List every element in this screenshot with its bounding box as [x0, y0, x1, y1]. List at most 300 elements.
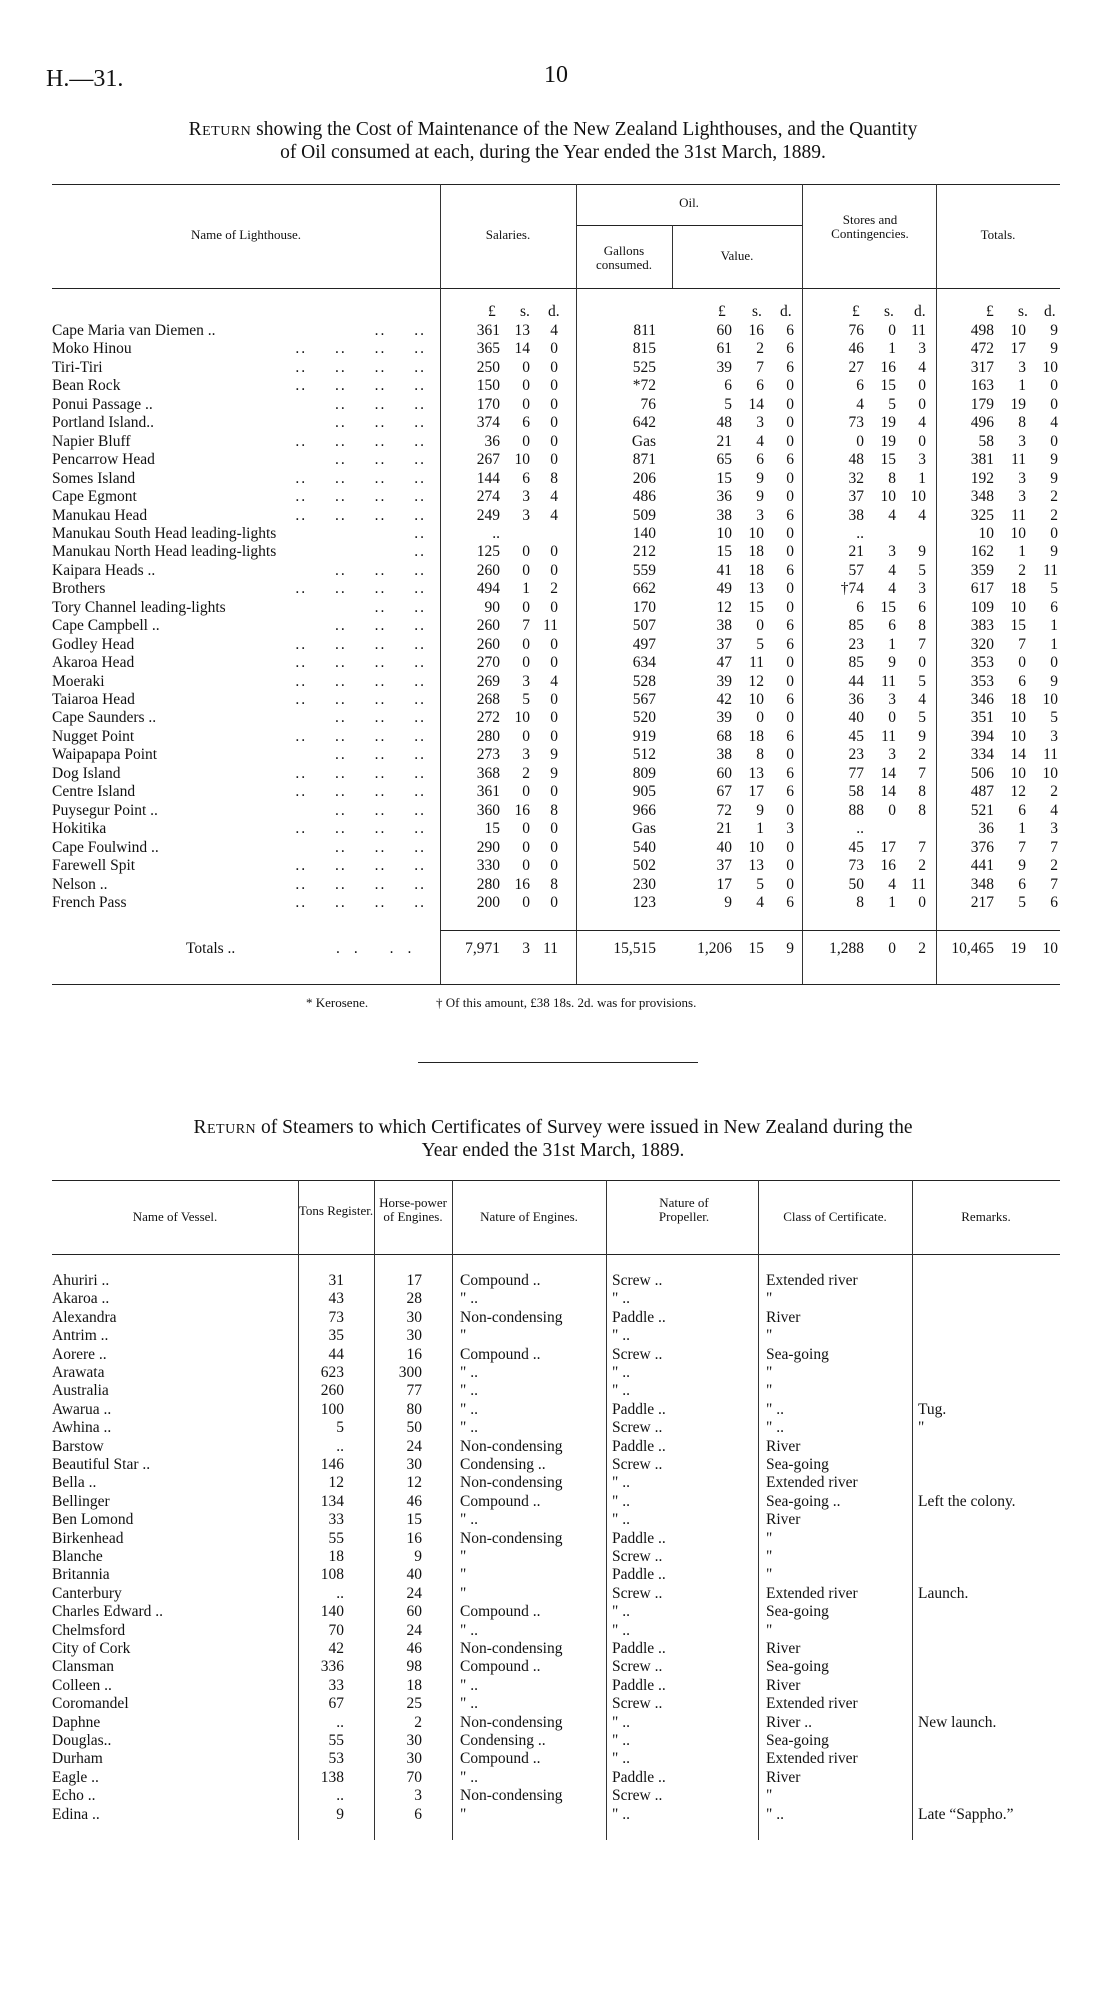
lighthouse-sto-pence: 5	[918, 709, 926, 727]
lighthouse-tot-pounds: 317	[970, 358, 994, 376]
steamer-class: "	[766, 1548, 773, 1565]
lighthouse-sto-pence: 3	[918, 580, 926, 598]
lighthouse-dots: .. .. .. ..	[295, 893, 426, 911]
steamers-title	[46, 1116, 1060, 1162]
steamer-row	[0, 1585, 1114, 1603]
lighthouse-sto-pence: 0	[918, 893, 926, 911]
unit-sto-pound: £	[852, 303, 860, 320]
lighthouse-tot-shillings: 10	[1010, 709, 1026, 727]
lighthouse-name: Taiaroa Head	[52, 691, 135, 708]
lighthouse-sal-pence: 8	[550, 801, 558, 819]
lighthouse-sal-shillings: 0	[522, 561, 530, 579]
lighthouse-sal-shillings: 5	[522, 691, 530, 708]
steamer-propeller: " ..	[612, 1327, 630, 1345]
lighthouse-sal-shillings: 10	[514, 709, 530, 727]
lighthouse-sto-pence: 4	[918, 358, 926, 376]
lighthouse-val-shillings: 5	[756, 635, 764, 653]
lighthouse-tot-pence: 9	[1050, 672, 1058, 690]
lighthouse-tot-pounds: 348	[970, 875, 994, 893]
lighthouse-sal-pence: 8	[550, 875, 558, 893]
lighthouse-sto-shillings: 19	[880, 432, 896, 450]
steamer-tons: 44	[328, 1345, 344, 1363]
lighthouse-val-pounds: 48	[716, 414, 732, 432]
steamer-tons: 336	[320, 1658, 344, 1676]
lighthouse-gallons: 528	[632, 672, 656, 690]
lighthouse-val-pence: 0	[786, 746, 794, 764]
lighthouse-dots: .. ..	[374, 598, 426, 616]
steamer-hp: 3	[414, 1787, 422, 1805]
lighthouse-row	[0, 396, 1114, 415]
steamer-engines: " ..	[460, 1382, 478, 1400]
lighthouse-row	[0, 451, 1114, 470]
page-series: H.—31.	[46, 66, 124, 92]
lighthouse-tot-shillings: 6	[1018, 875, 1026, 893]
lighthouse-gallons: 206	[632, 469, 656, 487]
lighthouse-gallons: 509	[632, 506, 656, 524]
steamer-class: Sea-going ..	[766, 1492, 841, 1510]
steamer-tons: ..	[336, 1437, 344, 1455]
lighthouse-val-shillings: 6	[756, 377, 764, 395]
lighthouse-sto-pounds: 58	[848, 783, 864, 801]
lighthouse-dots: .. .. .. ..	[295, 691, 426, 708]
footnote-provisions: † Of this amount, £38 18s. 2d. was for provisions.	[436, 995, 697, 1010]
lighthouse-sal-pence: 0	[550, 340, 558, 358]
steamer-engines: " ..	[460, 1511, 478, 1529]
lighthouse-row	[0, 857, 1114, 876]
lighthouse-sto-shillings: 11	[881, 727, 896, 745]
lighthouse-gallons: 567	[632, 691, 656, 708]
lighthouse-dots: .. .. .. ..	[295, 358, 426, 376]
lighthouse-dots: .. .. .. ..	[295, 488, 426, 506]
lighthouse-dots: .. .. .. ..	[295, 764, 426, 782]
lighthouse-val-pounds: 39	[716, 709, 732, 727]
lighthouse-sal-pounds: 36	[484, 432, 500, 450]
lighthouse-tot-pounds: 496	[970, 414, 994, 432]
lighthouse-val-pounds: 40	[716, 838, 732, 856]
lighthouse-gallons: 966	[632, 801, 656, 819]
lighthouse-row	[0, 377, 1114, 396]
lighthouse-tot-shillings: 3	[1018, 358, 1026, 376]
lighthouse-row	[0, 488, 1114, 507]
lighthouse-tot-pounds: 487	[970, 783, 994, 801]
lighthouse-sal-pounds: 273	[476, 746, 500, 764]
steamer-row	[0, 1419, 1114, 1437]
lighthouse-val-shillings: 18	[748, 561, 764, 579]
totals-sal-l: 7,971	[465, 940, 500, 957]
lighthouse-sal-pence: 0	[550, 820, 558, 838]
lighthouse-sto-shillings: 6	[888, 617, 896, 635]
lighthouse-val-pounds: 38	[716, 746, 732, 764]
lighthouse-tot-pence: 11	[1043, 746, 1058, 764]
lighthouse-sto-shillings: 17	[880, 838, 896, 856]
steamer-row	[0, 1346, 1114, 1364]
lighthouse-sal-pounds: 280	[476, 727, 500, 745]
lighthouse-val-pence: 0	[786, 432, 794, 450]
totals-sal-d: 11	[543, 940, 558, 957]
lighthouse-tot-pence: 3	[1050, 727, 1058, 745]
lighthouse-sal-pounds: 260	[476, 635, 500, 653]
lighthouse-sto-pounds: 4	[856, 395, 864, 413]
steamer-class: River ..	[766, 1713, 813, 1731]
lighthouse-dots: .. .. ..	[335, 838, 426, 856]
totals-label: Totals ..	[186, 940, 236, 957]
steamer-engines: "	[460, 1805, 467, 1823]
steamer-tons: 100	[320, 1400, 344, 1418]
steamer-name: Edina ..	[52, 1805, 100, 1823]
steamer-row	[0, 1566, 1114, 1584]
lighthouse-val-pounds: 49	[716, 580, 732, 598]
lighthouse-sal-pounds: 267	[476, 451, 500, 469]
lighthouse-sto-shillings: 16	[880, 358, 896, 376]
lighthouse-val-pounds: 6	[724, 377, 732, 395]
lighthouse-sto-pounds: 50	[848, 875, 864, 893]
lighthouse-tot-pence: 1	[1050, 635, 1058, 653]
unit-tot-pound: £	[986, 303, 994, 320]
steamer-class: "	[766, 1529, 773, 1547]
lighthouse-val-pounds: 47	[716, 654, 732, 672]
lighthouse-sto-pounds: 57	[848, 561, 864, 579]
steamer-engines: Compound ..	[460, 1658, 541, 1676]
steamer-name: Britannia	[52, 1566, 110, 1584]
lighthouse-gallons: 662	[632, 580, 656, 598]
lighthouse-tot-pence: 7	[1050, 838, 1058, 856]
lighthouse-val-shillings: 12	[748, 672, 764, 690]
lighthouse-val-pence: 0	[786, 598, 794, 616]
steamer-name: Ahuriri ..	[52, 1272, 110, 1289]
steamer-remarks: Launch.	[918, 1584, 969, 1602]
steamer-tons: 43	[328, 1290, 344, 1308]
steamer-class: "	[766, 1566, 773, 1584]
lighthouse-val-pounds: 10	[716, 524, 732, 542]
lighthouse-sal-pence: 0	[550, 451, 558, 469]
lighthouse-tot-shillings: 7	[1018, 635, 1026, 653]
steamer-row	[0, 1456, 1114, 1474]
steamer-hp: 2	[414, 1713, 422, 1731]
lighthouse-row	[0, 617, 1114, 636]
lighthouse-sto-pence: 11	[911, 875, 926, 893]
steamer-hp: 6	[414, 1805, 422, 1823]
lighthouse-name: Pencarrow Head	[52, 451, 155, 469]
lighthouse-val-pence: 6	[786, 727, 794, 745]
lighthouse-sal-shillings: 0	[522, 783, 530, 801]
lighthouse-name: Centre Island	[52, 783, 136, 801]
lighthouse-row	[0, 894, 1114, 913]
lighthouse-sal-pounds: 365	[476, 340, 500, 358]
lighthouse-sto-shillings: 8	[888, 469, 896, 487]
title-lead: Return	[188, 119, 252, 140]
lh-header-stores: Stores and Contingencies.	[831, 212, 909, 241]
lighthouse-val-pence: 6	[786, 561, 794, 579]
lighthouse-sal-pence: 0	[550, 691, 558, 708]
lighthouse-sto-pounds: †74	[840, 580, 864, 598]
steamer-name: Durham	[52, 1750, 103, 1768]
steamer-hp: 77	[406, 1382, 422, 1400]
steamer-class: River	[766, 1308, 801, 1326]
lighthouse-row	[0, 340, 1114, 359]
page-number: 10	[544, 62, 568, 88]
steamer-class: River	[766, 1640, 801, 1657]
section-divider	[418, 1062, 698, 1063]
lighthouse-val-pence: 6	[786, 893, 794, 911]
lighthouse-tot-pounds: 351	[970, 709, 994, 727]
lighthouse-val-shillings: 13	[748, 857, 764, 875]
lh-totals-rule	[440, 930, 1060, 931]
steamer-hp: 50	[406, 1419, 422, 1437]
steamer-tons: ..	[336, 1787, 344, 1805]
steamer-class: River	[766, 1511, 801, 1529]
lighthouse-tot-pence: 2	[1050, 857, 1058, 875]
lighthouse-tot-shillings: 11	[1011, 506, 1026, 524]
lighthouse-tot-pounds: 109	[970, 598, 994, 616]
lighthouse-sal-pence: 0	[550, 432, 558, 450]
lighthouse-name: Bean Rock	[52, 377, 121, 395]
lighthouse-tot-shillings: 6	[1018, 801, 1026, 819]
lighthouse-sal-shillings: 0	[522, 377, 530, 395]
lighthouse-val-pence: 0	[786, 801, 794, 819]
steamer-engines: " ..	[460, 1621, 478, 1639]
unit-sto-d: d.	[914, 303, 926, 320]
lighthouse-sal-pence: 4	[550, 672, 558, 690]
lighthouse-sal-pounds: 368	[476, 764, 500, 782]
lighthouse-sal-pence: 0	[550, 654, 558, 672]
lighthouse-val-pounds: 39	[716, 672, 732, 690]
st-header-name: Name of Vessel.	[132, 1209, 218, 1224]
lighthouse-val-pence: 0	[786, 857, 794, 875]
lighthouse-sto-pounds: 0	[856, 432, 864, 450]
steamer-name: Chelmsford	[52, 1621, 126, 1639]
lighthouse-tot-pounds: 394	[970, 727, 994, 745]
steamer-remarks: Tug.	[918, 1400, 947, 1418]
lighthouse-gallons: 507	[632, 617, 656, 635]
lighthouse-sal-pounds: 15	[484, 820, 500, 838]
steamer-class: " ..	[766, 1805, 784, 1823]
lighthouse-sto-pounds: 40	[848, 709, 864, 727]
lighthouse-val-shillings: 16	[748, 322, 764, 339]
lighthouse-tot-shillings: 10	[1010, 524, 1026, 542]
steamer-class: Sea-going	[766, 1345, 829, 1363]
steamer-hp: 12	[406, 1474, 422, 1492]
lighthouse-tot-shillings: 1	[1018, 820, 1026, 838]
steamer-row	[0, 1677, 1114, 1695]
lighthouse-tot-pounds: 353	[970, 654, 994, 672]
steamer-row	[0, 1548, 1114, 1566]
lighthouse-tot-shillings: 1	[1018, 543, 1026, 561]
steamer-hp: 30	[406, 1327, 422, 1345]
lighthouse-gallons: *72	[632, 377, 656, 395]
steamer-name: Ben Lomond	[52, 1511, 134, 1529]
lighthouse-sto-pounds: 73	[848, 414, 864, 432]
lighthouse-sto-shillings: 19	[880, 414, 896, 432]
steamer-row	[0, 1806, 1114, 1824]
lighthouse-sal-pence: 0	[550, 635, 558, 653]
steamer-class: Sea-going	[766, 1658, 829, 1676]
lighthouse-gallons: 919	[632, 727, 656, 745]
lighthouse-gallons: 540	[632, 838, 656, 856]
steamer-hp: 28	[406, 1290, 422, 1308]
lighthouse-sto-pounds: 88	[848, 801, 864, 819]
lighthouse-sal-pounds: 144	[476, 469, 500, 487]
lighthouse-val-shillings: 3	[756, 506, 764, 524]
lighthouse-val-shillings: 2	[756, 340, 764, 358]
lighthouse-val-pence: 0	[786, 875, 794, 893]
lighthouse-val-pounds: 5	[724, 395, 732, 413]
st-header-tons: Tons Register.	[298, 1203, 374, 1218]
lighthouse-sal-pounds: 90	[484, 598, 500, 616]
steamer-row	[0, 1732, 1114, 1750]
lighthouse-val-pounds: 72	[716, 801, 732, 819]
steamer-hp: 30	[406, 1308, 422, 1326]
lighthouse-name: Cape Saunders ..	[52, 709, 157, 727]
lighthouse-row	[0, 525, 1114, 544]
steamer-hp: 9	[414, 1548, 422, 1565]
lighthouse-sal-pence: 4	[550, 488, 558, 506]
totals-sto-l: 1,288	[829, 940, 864, 957]
lighthouse-sto-pounds: 48	[848, 451, 864, 469]
lighthouse-dots: .. .. .. ..	[295, 727, 426, 745]
lighthouse-row	[0, 654, 1114, 673]
lighthouse-sto-pounds: 46	[848, 340, 864, 358]
steamer-hp: 98	[406, 1658, 422, 1676]
lighthouse-tot-shillings: 10	[1010, 727, 1026, 745]
steamer-class: "	[766, 1327, 773, 1345]
lighthouse-sto-pence: 3	[918, 340, 926, 358]
steamer-row	[0, 1382, 1114, 1400]
lighthouse-dots: .. .. .. ..	[295, 340, 426, 358]
lighthouse-sto-pence: 7	[918, 635, 926, 653]
lighthouse-dots: .. .. ..	[335, 561, 426, 579]
lighthouse-sal-pence: 0	[550, 893, 558, 911]
lighthouse-tot-shillings: 14	[1010, 746, 1026, 764]
lh-header-gallons: Gallons consumed.	[596, 243, 652, 272]
lighthouse-tot-shillings: 7	[1018, 838, 1026, 856]
steamer-tons: 35	[328, 1327, 344, 1345]
lighthouse-sto-pounds: 23	[848, 635, 864, 653]
steamer-engines: Non-condensing	[460, 1308, 563, 1326]
lighthouse-val-pounds: 38	[716, 617, 732, 635]
lighthouse-sal-pence: 2	[550, 580, 558, 598]
steamer-row	[0, 1714, 1114, 1732]
lighthouse-sal-pounds: 200	[476, 893, 500, 911]
lighthouse-sal-pounds: 360	[476, 801, 500, 819]
steamer-hp: 30	[406, 1456, 422, 1473]
lh-unit-row	[0, 303, 1114, 322]
lighthouse-name: Akaroa Head	[52, 654, 135, 672]
steamer-name: Australia	[52, 1382, 109, 1400]
lighthouse-val-shillings: 8	[756, 746, 764, 764]
lighthouse-name: Somes Island	[52, 469, 136, 487]
lighthouse-tot-shillings: 15	[1010, 617, 1026, 635]
lighthouse-tot-pence: 10	[1042, 764, 1058, 782]
lighthouse-name: Moeraki	[52, 672, 105, 690]
lighthouse-sal-shillings: 0	[522, 635, 530, 653]
lighthouse-sal-pence: 0	[550, 857, 558, 875]
lighthouse-sal-pounds: 125	[476, 543, 500, 561]
lighthouse-tot-shillings: 10	[1010, 322, 1026, 339]
steamer-name: Daphne	[52, 1713, 101, 1731]
totals-tot-d: 10	[1042, 940, 1058, 957]
steamer-hp: 46	[406, 1492, 422, 1510]
lighthouse-tot-pounds: 353	[970, 672, 994, 690]
steamer-hp: 30	[406, 1750, 422, 1768]
lighthouse-tot-pence: 9	[1050, 451, 1058, 469]
lighthouse-val-pounds: 9	[724, 893, 732, 911]
lighthouse-tot-pence: 0	[1050, 432, 1058, 450]
steamer-tons: 33	[328, 1511, 344, 1529]
lighthouse-gallons: 140	[632, 524, 656, 542]
steamer-name: Blanche	[52, 1548, 103, 1565]
steamer-name: Canterbury	[52, 1584, 122, 1602]
unit-sto-s: s.	[884, 303, 894, 320]
lh-oil-rule	[576, 225, 802, 226]
steamer-hp: 25	[406, 1695, 422, 1713]
lighthouse-tot-pence: 10	[1042, 691, 1058, 708]
steamer-propeller: " ..	[612, 1474, 630, 1492]
lighthouse-sto-pence: 8	[918, 783, 926, 801]
steamer-row	[0, 1787, 1114, 1805]
lighthouse-val-shillings: 10	[748, 524, 764, 542]
lighthouse-sal-shillings: 6	[522, 414, 530, 432]
lighthouse-val-pence: 6	[786, 635, 794, 653]
lighthouse-sal-pounds: 260	[476, 617, 500, 635]
lighthouse-name: Nugget Point	[52, 727, 135, 745]
lighthouse-dots: .. .. .. ..	[295, 432, 426, 450]
steamers-title-rest: of Steamers to which Certificates of Survey were issued in New Zealand during the	[256, 1117, 913, 1138]
steamer-row	[0, 1364, 1114, 1382]
lighthouse-tot-pounds: 521	[970, 801, 994, 819]
lighthouse-tot-pounds: 36	[978, 820, 994, 838]
lighthouse-sto-shillings: 3	[888, 691, 896, 708]
totals-dots: .. ..	[336, 940, 426, 957]
steamer-row	[0, 1769, 1114, 1787]
lighthouse-sto-shillings: 4	[888, 580, 896, 598]
lighthouse-sto-pounds: 38	[848, 506, 864, 524]
lighthouse-tot-pence: 5	[1050, 580, 1058, 598]
lighthouse-row	[0, 580, 1114, 599]
lighthouse-sal-pounds: 260	[476, 561, 500, 579]
lighthouse-dots: .. .. .. ..	[295, 377, 426, 395]
lighthouse-sto-shillings: 0	[888, 709, 896, 727]
lighthouse-sto-pounds: 85	[848, 654, 864, 672]
lighthouse-sto-pence: 11	[911, 322, 926, 339]
lighthouse-sal-pence: 0	[550, 543, 558, 561]
lighthouse-row	[0, 820, 1114, 839]
lighthouse-dots: ..	[414, 524, 426, 542]
lighthouse-sto-pence: 9	[918, 543, 926, 561]
steamer-row	[0, 1438, 1114, 1456]
lighthouse-sal-pence: 0	[550, 838, 558, 856]
lighthouse-sto-pence: 4	[918, 506, 926, 524]
lighthouse-tot-shillings: 11	[1011, 451, 1026, 469]
steamer-engines: Non-condensing	[460, 1713, 563, 1731]
steamer-engines: " ..	[460, 1290, 478, 1308]
steamer-name: Arawata	[52, 1364, 105, 1381]
lighthouse-sto-pence: 3	[918, 451, 926, 469]
steamer-propeller: Paddle ..	[612, 1640, 666, 1657]
lighthouse-sal-shillings: 10	[514, 451, 530, 469]
steamer-engines: Non-condensing	[460, 1529, 563, 1547]
lighthouse-gallons: 502	[632, 857, 656, 875]
lighthouse-row	[0, 802, 1114, 821]
unit-sal-s: s.	[520, 303, 530, 320]
lighthouse-val-pence: 6	[786, 506, 794, 524]
lighthouse-sto-pence: 0	[918, 654, 926, 672]
steamer-propeller: Screw ..	[612, 1419, 663, 1437]
lighthouse-val-shillings: 4	[756, 432, 764, 450]
lighthouse-name: Cape Egmont	[52, 488, 137, 506]
lighthouse-val-pounds: 41	[716, 561, 732, 579]
lighthouse-row	[0, 636, 1114, 655]
lighthouse-sto-shillings: 1	[888, 340, 896, 358]
